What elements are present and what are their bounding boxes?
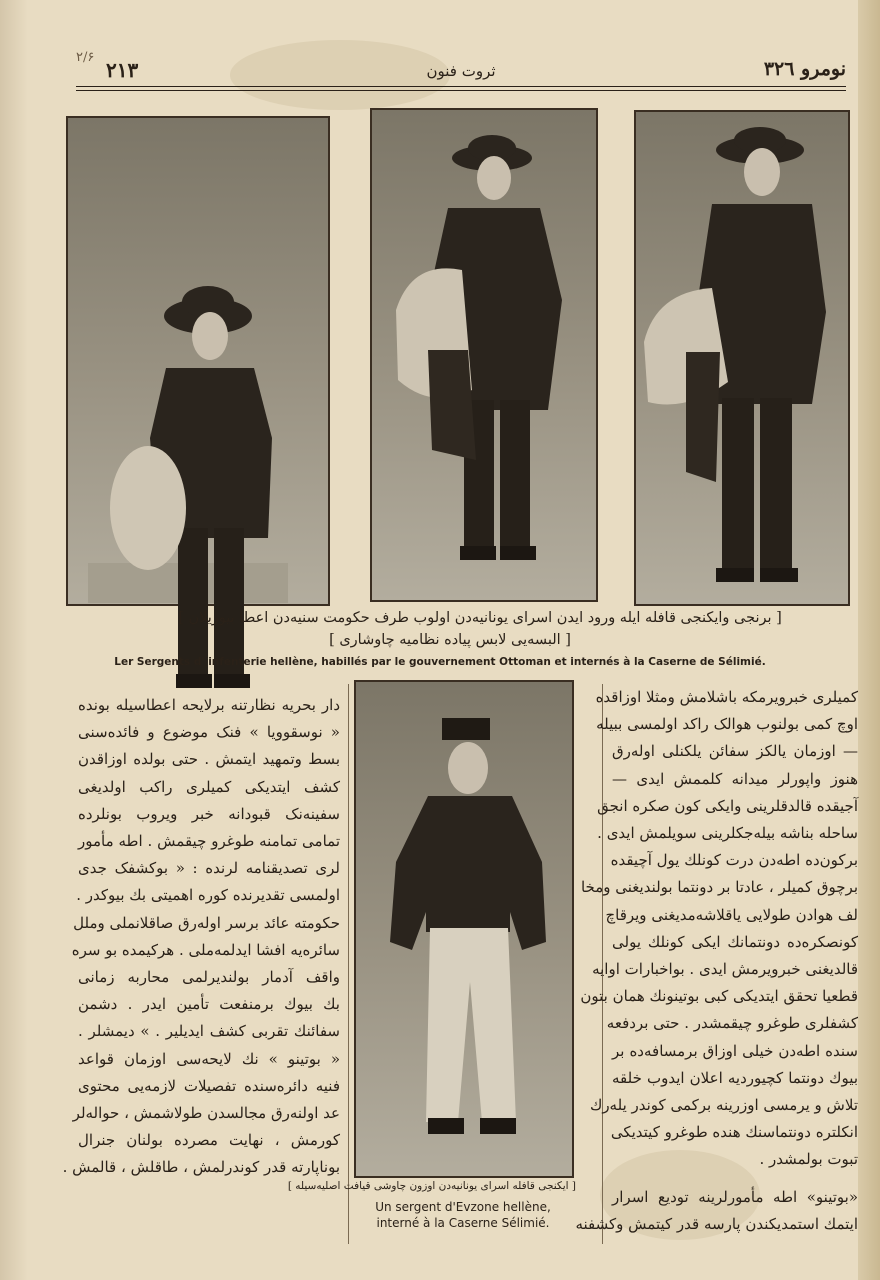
bottom-caption-french-line2: interné à la Caserne Sélimié. <box>376 1216 550 1230</box>
text-line: کمیلری خبرویرمکه باشلامش ومثلا اوزاقده <box>595 688 858 706</box>
text-line: لری تصدیقنامه لرنده : « بوکشفک جدی <box>78 859 340 878</box>
header-rule <box>76 86 846 87</box>
text-line: «بوتینو» اطه مأمورلرینه توديع اسرار <box>612 1187 858 1206</box>
header-rule-thin <box>76 90 846 91</box>
text-line: کونصکره‌ده دونتمانك ایکی کونلك یولی <box>612 932 858 951</box>
text-line: قطعیا تحقق ایتدیکی کبی بوتینونك همان بتون <box>580 987 858 1006</box>
text-line: عد اولنه‌رق مجالسدن طولاشمش ، حواله‌لر <box>72 1104 340 1123</box>
text-line: « نوسقوویا » فنک موضوع و فائده‌سنی <box>78 723 340 742</box>
page-edge <box>858 0 880 1280</box>
text-line: برکون‌ده اطه‌دن درت کونلك یول آچیقده <box>610 851 858 870</box>
issue-number: نومرو ۳۲٦ <box>763 58 846 80</box>
text-line <box>612 1174 858 1184</box>
text-line: فنیه دائره‌سنده تفصیلات لازمه‌یی محتوی <box>78 1076 340 1095</box>
page-header <box>76 50 846 88</box>
soldier-figure-left <box>68 118 328 604</box>
text-line: ایتمك استمدیکندن پارسه قدر کیتمش وکشفنه <box>575 1214 858 1233</box>
text-line: کشفلری طوغرو چیقمشدر . حتی بردفعه <box>606 1014 858 1033</box>
left-text-column <box>62 692 340 1182</box>
text-line: اولمسی تقدیرنده کوره اهمیتی بك بیوکدر . <box>76 886 340 905</box>
evzone-soldier-figure <box>356 682 572 1176</box>
top-caption-french: Ler Sergents d' infenterie hellène, habillés par le gouvernement Ottoman et internés à la Caserne de Sélimié. <box>114 656 766 668</box>
soldier-figure-middle <box>372 110 596 600</box>
text-line: « بوتینو » نك لایحه‌سی اوزمان قواعد <box>78 1049 340 1068</box>
text-line: تبوت بولمشدر . <box>759 1150 858 1169</box>
text-line: کورمش ، نهایت مصرده بولنان جنرال <box>78 1131 340 1150</box>
journal-title: ثروت فنون <box>426 62 496 80</box>
text-line: سنده اطه‌دن خیلی اوزاق برمسافه‌ده بر <box>612 1041 858 1060</box>
photo-evzone-sergeant <box>354 680 574 1178</box>
page-fold-shadow <box>0 0 28 1280</box>
text-line: واقف آدمار بولندیرلمی محاربه زمانی <box>78 968 340 987</box>
text-line: سفائنك تقربی کشف ایدیلیر . » دیمشلر . <box>78 1022 340 1041</box>
soldier-figure-right <box>636 112 848 604</box>
text-line: بوناپارته قدر کوندرلمش ، طاقلش ، قالمش . <box>62 1158 340 1177</box>
page-mark: ۲/۶ <box>76 50 95 65</box>
text-line: دار بحریه نظارتنه برلایحه اعطاسیله بونده <box>78 696 340 714</box>
column-divider <box>348 684 349 1244</box>
text-line: قالدیغنی خبرویرمش ایدی . بواخبارات اوایه <box>592 960 858 979</box>
text-line: لف هوادن طولایی یاقلاشه‌مدیغنی ویرقاچ <box>605 905 858 924</box>
bottom-caption-arabic: [ ایکنجی قافله اسرای یونانیه‌دن اوزون چاوشی قیافت اصلیه‌سیله ] <box>287 1180 576 1192</box>
bottom-caption-french-line1: Un sergent d'Evzone hellène, <box>375 1200 551 1214</box>
photo-sergeant-right <box>634 110 850 606</box>
text-line: — اوزمان یالکز سفائن یلکنلی اوله‌رق <box>612 742 858 761</box>
text-line: کشف ایتدیکی کمیلری راکب اولدیغی <box>78 777 340 796</box>
text-line: اوچ کمی بولنوب هوالک راکد اولمسی ببیله <box>596 715 858 734</box>
text-line: حکومته عائد برسر اوله‌رق صاقلانملی وملل <box>73 913 340 932</box>
text-line: بسط وتمهید ایتمش . حتی بولده اوزاقدن <box>78 750 340 769</box>
text-line: آجیقده قالدقلرینی وایکی کون صکره انجق <box>597 796 858 815</box>
text-line: برچوق کمیلر ، عادتا بر دونتما بولندیغنی ومخا <box>580 878 858 897</box>
photo-sergeant-left <box>66 116 330 606</box>
text-line: سائره‌یه افشا ایدلمه‌ملی . هرکیمده بو سره <box>71 940 340 959</box>
page-number: ۲۱۳ <box>106 58 139 82</box>
text-line: بیوك دونتما کچیوردیه اعلان ایدوب خلقه <box>612 1068 858 1087</box>
top-caption-line2: [ البسه‌یی لابس پیاده نظامیه چاوشاری ] <box>329 632 571 648</box>
text-line: تمامی تمامنه طوغرو چیقمش . اطه مأمور <box>78 832 340 851</box>
text-line: تلاش و یرمسی اوزرینه برکمی کوندر یله‌رك <box>589 1096 858 1115</box>
text-line: ساحله بناشه بیله‌جکلرینی سویلمش ایدی . <box>597 824 858 843</box>
text-line: بك بیوك برمنفعت تأمین ایدر . دشمن <box>78 995 340 1014</box>
text-line: انکلتره دونتماسنك هنده طوغرو کیتدیکی <box>610 1123 858 1142</box>
photo-sergeant-middle <box>370 108 598 602</box>
text-line: هنوز واپورلر میدانه کلممش ایدی — <box>612 769 858 788</box>
right-text-column <box>575 684 858 1238</box>
top-caption-line1: [ برنجی وایکنجی قافله ایله ورود ایدن اسرای یونانیه‌دن اولوب طرف حکومت سنیه‌دن اعطا بیوریلان ] <box>178 610 782 626</box>
text-line: سفینه‌نک قبودانه خبر ویروب بونلرده <box>78 804 340 823</box>
